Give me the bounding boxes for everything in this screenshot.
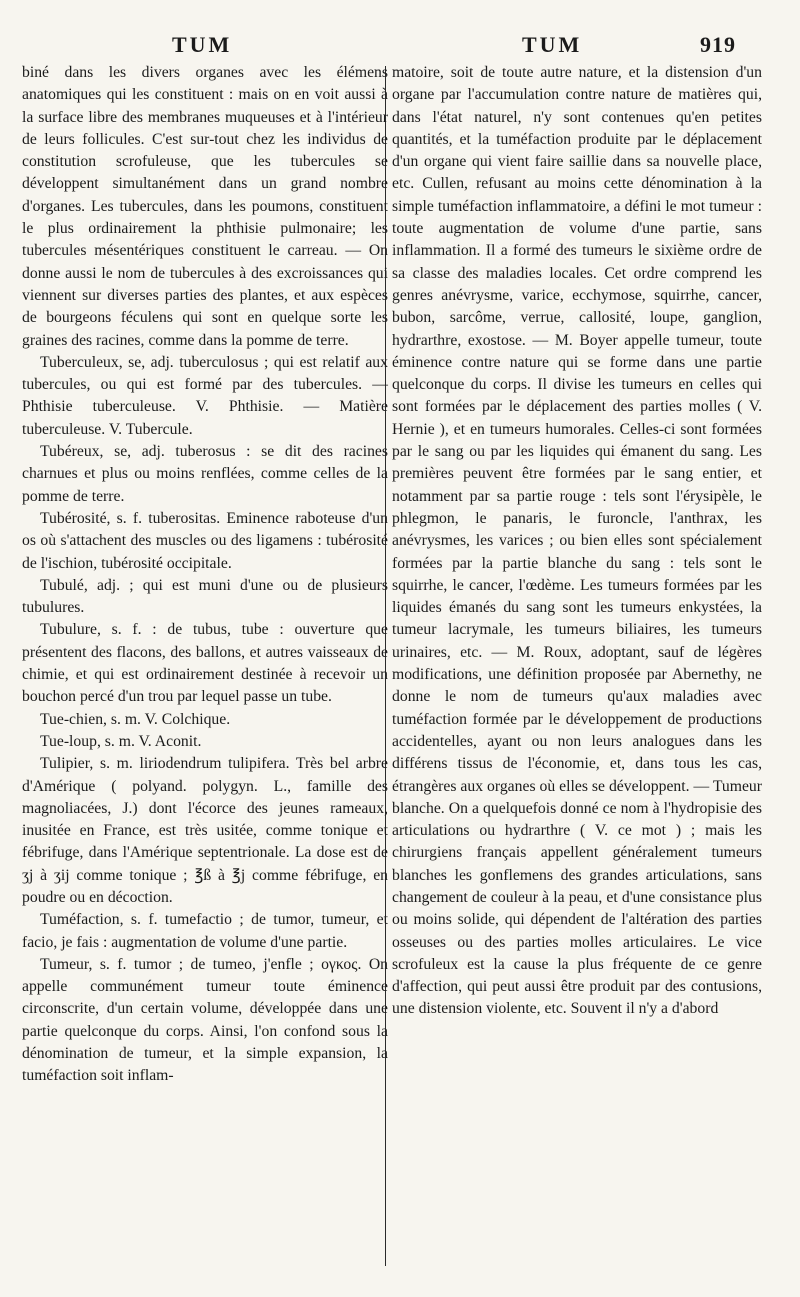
entry-tumeur: Tumeur, s. f. tumor ; de tumeo, j'enfle ; ογκος. On appelle communément tumeur toute éminence circonscrite, d'un certain volume, développée dans une partie quelconque du corps. Ainsi, l'on confond sous la dénomination de tumeur, et la simple expansion, la tuméfaction soit inflam- [22,955,388,1085]
header-right-word: TUM [522,32,583,57]
entry-tubulure: Tubulure, s. f. : de tubus, tube : ouverture que présentent des flacons, des ballons, et autres vaisseaux de chimie, et qui est ordinairement destinée à recevoir un bouchon percé d'un trou par lequel passe un tube. [22,621,388,706]
entry-tue-chien: Tue-chien, s. m. V. Colchique. [40,710,231,728]
right-column [392,62,762,1021]
entry-tue-loup: Tue-loup, s. m. V. Aconit. [40,732,202,750]
left-column [22,62,388,1088]
page-number: 919 [700,32,736,57]
entry-tubereux: Tubéreux, se, adj. tuberosus : se dit des racines charnues et plus ou moins renflées, comme celles de la pomme de terre. [22,443,388,505]
running-header [0,32,800,62]
entry-tubule: Tubulé, adj. ; qui est muni d'une ou de plusieurs tubulures. [22,576,388,617]
entry-tuberosite: Tubérosité, s. f. tuberositas. Eminence raboteuse d'un os où s'attachent des muscles ou des ligamens : tubérosité de l'ischion, tubérosité occipitale. [22,509,388,572]
entry-tulipier: Tulipier, s. m. liriodendrum tulipifera. Très bel arbre d'Amérique ( polyand. polygyn. L., famille des magnoliacées, J.) dont l'écorce des jeunes rameaux, inusitée en France, est très usitée, comme tonique et fébrifuge, dans l'Amérique septentrionale. La dose est de ʒj à ʒij comme tonique ; ℥ß à ℥j comme fébrifuge, en poudre ou en décoction. [22,755,388,906]
paragraph-continuation-right: matoire, soit de toute autre nature, et la distension d'un organe par l'accumulation contre nature de matières qui, dans l'état naturel, n'y sont contenues qu'en petites quantités, et la tuméfaction produite par le déplacement d'un organe qui vient faire saillie dans sa nouvelle place, etc. Cullen, refusant au moins cette dénomination à la simple tuméfaction inflammatoire, a défini le mot tumeur : toute augmentation de volume d'une partie, sans inflammation. Il a formé des tumeurs le sixième ordre de sa classe des maladies locales. Cet ordre comprend les genres anévrysme, varice, ecchymose, squirrhe, cancer, bubon, sarcôme, verrue, callosité, loupe, ganglion, hydrarthre, exostose. — M. Boyer appelle tumeur, toute éminence contre nature qui se forme dans une partie quelconque du corps. Il divise les tumeurs en celles qui sont formées par le déplacement des parties molles ( V. Hernie ), et en tumeurs humorales. Celles-ci sont formées par le sang ou par les liquides qui émanent du sang. Les premières peuvent être formées par le sang entier, et notamment par sa partie rouge : tels sont l'érysipèle, le phlegmon, le panaris, le furoncle, l'anthrax, les anévrysmes, les varices ; ou bien elles sont spécialement formées par la partie blanche du sang : tels sont le squirrhe, le cancer, l'œdème. Les tumeurs formées par les liquides émanés du sang sont les tumeurs enkystées, la tumeur lacrymale, les tumeurs biliaires, les tumeurs urinaires, etc. — M. Roux, adoptant, sauf de légères modifications, une définition proposée par Abernethy, ne donne le nom de tumeurs qu'aux maladies avec tuméfaction formée par le développement de productions accidentelles, ayant ou non leurs analogues dans les différens tissus de l'économie, et, dans tous les cas, étrangères aux organes où elles se développent. — Tumeur blanche. On a quelquefois donné ce nom à l'hydropisie des articulations ou hydrarthre ( V. ce mot ) ; mais les chirurgiens français appellent généralement tumeurs blanches les gonflemens des grandes articulations, sans changement de couleur à la peau, et d'une consistance plus ou moins solide, qui dépendent de l'altération des parties osseuses ou des parties molles articulaires. Le vice scrofuleux est la cause la plus fréquente de ce genre d'affection, qui peut aussi être produit par des contusions, une distension violente, etc. Souvent il n'y a d'abord [392,64,762,1018]
entry-tumefaction: Tuméfaction, s. f. tumefactio ; de tumor, tumeur, et facio, je fais : augmentation de volume d'une partie. [22,911,388,951]
entry-tuberculeux: Tuberculeux, se, adj. tuberculosus ; qui est relatif aux tubercules, ou qui est formé par des tubercules. — Phthisie tuberculeuse. V. Phthisie. — Matière tuberculeuse. V. Tubercule. [22,353,388,438]
paragraph-continuation: biné dans les divers organes avec les élémens anatomiques qui les constituent : mais on en voit aussi à la surface libre des membranes muqueuses et à l'intérieur de leurs follicules. C'est sur-tout chez les individus de constitution scrofuleuse, que les tubercules se développent simultanément dans un grand nombre d'organes. Les tubercules, dans les poumons, constituent le plus ordinairement la phthisie pulmonaire; les tubercules mésentériques constituent le carreau. — On donne aussi le nom de tubercules à des excroissances qui viennent sur diverses parties des plantes, et aux espèces de bourgeons féculens qui sont en quelque sorte les graines des racines, comme dans la pomme de terre. [22,64,388,349]
header-left-word: TUM [172,32,233,57]
